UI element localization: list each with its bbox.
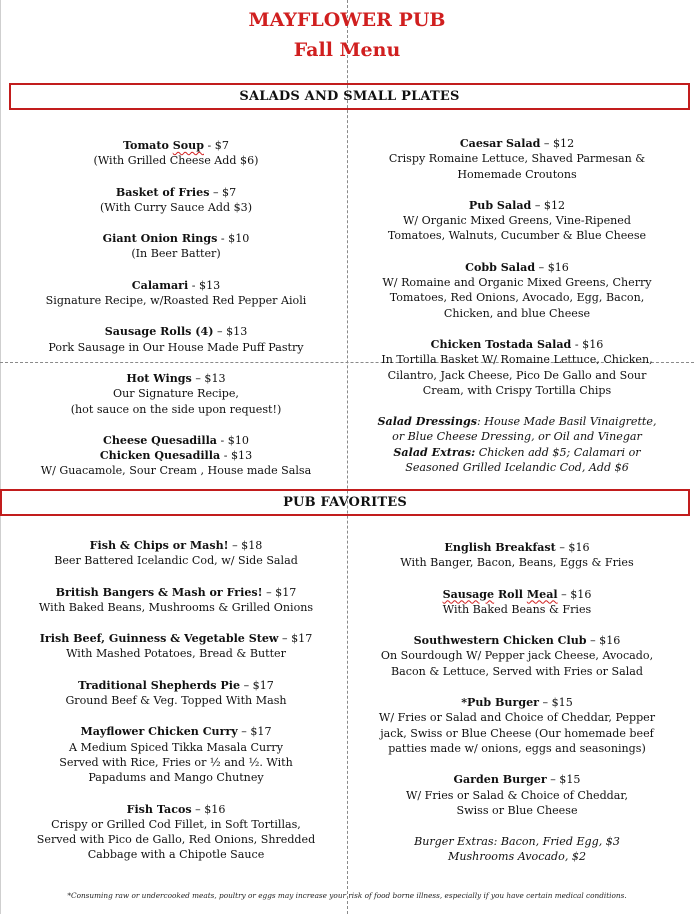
menu-item-quesadillas — [14, 433, 338, 479]
item-price: – $18 — [228, 539, 263, 552]
item-description: Cabbage with a Chipotle Sauce — [87, 848, 265, 862]
item-description: Homemade Croutons — [457, 167, 577, 181]
dressings-label: Salad Dressings — [377, 415, 478, 429]
item-name: British Bangers & Mash or Fries! — [55, 585, 263, 599]
extras-label: Salad Extras: — [393, 445, 476, 459]
item-name: English Breakfast — [444, 541, 556, 554]
item-price: – $15 — [539, 696, 573, 710]
menu-item-bangers-and-mash — [14, 585, 338, 616]
menu-item-chicken-tostada-salad — [352, 337, 682, 398]
menu-item-shepherds-pie — [14, 678, 338, 709]
item-description: Served with Rice, Fries or ½ and ½. With — [59, 755, 293, 769]
item-name: Irish Beef, Guinness & Vegetable Stew — [39, 632, 279, 646]
menu-item-pub-salad — [352, 198, 682, 244]
item-description: W/ Organic Mixed Greens, Vine-Ripened — [403, 214, 631, 228]
item-description: (hot sauce on the side upon request!) — [70, 402, 282, 416]
item-description: With Baked Beans & Fries — [442, 602, 592, 616]
menu-item-chicken-club — [352, 633, 682, 679]
item-name: Sausage — [442, 587, 495, 601]
favorites-right-column — [352, 540, 682, 865]
item-description: (With Grilled Cheese Add $6) — [93, 154, 259, 168]
item-name: Chicken Quesadilla — [99, 449, 221, 463]
salad-dressings-note — [352, 414, 682, 475]
item-description: On Sourdough W/ Pepper jack Cheese, Avocado, — [380, 649, 654, 663]
item-description: With Mashed Potatoes, Bread & Butter — [66, 647, 286, 661]
item-price: - $7 — [204, 139, 229, 152]
item-price: - $16 — [571, 337, 604, 351]
item-name: Sausage Rolls (4) — [104, 325, 214, 339]
item-description: Pork Sausage in Our House Made Puff Pastry — [48, 340, 304, 354]
item-description: (With Curry Sauce Add $3) — [99, 200, 253, 214]
item-description: With Banger, Bacon, Beans, Eggs & Fries — [400, 556, 634, 570]
item-price: – $17 — [262, 585, 297, 599]
item-name: Calamari — [131, 278, 189, 292]
item-name: Garden Burger — [453, 773, 547, 787]
item-description: With Baked Beans, Mushrooms & Grilled Onions — [38, 600, 314, 614]
item-description: Crispy Romaine Lettuce, Shaved Parmesan & — [388, 152, 646, 166]
item-price: – $17 — [237, 725, 272, 739]
item-price: – $13 — [213, 325, 248, 339]
item-price: – $16 — [191, 802, 226, 816]
menu-item-chicken-curry — [14, 724, 338, 785]
burger-extras-text: Burger Extras: Bacon, Fried Egg, $3 — [414, 835, 620, 849]
item-price: - $13 — [220, 449, 253, 463]
item-price: – $17 — [240, 678, 274, 692]
menu-item-fish-and-chips — [14, 538, 338, 569]
item-name: Tomato — [123, 139, 173, 152]
vertical-guide-line — [347, 0, 348, 914]
menu-item-garden-burger — [352, 772, 682, 818]
item-description: In Tortilla Basket W/ Romaine Lettuce, Chicken, — [381, 353, 653, 367]
item-description: Tomatoes, Walnuts, Cucumber & Blue Cheese — [387, 229, 647, 243]
page-edge — [0, 0, 1, 914]
item-description: patties made w/ onions, eggs and seasonings) — [388, 741, 646, 755]
item-description: A Medium Spiced Tikka Masala Curry — [69, 740, 283, 754]
food-safety-disclaimer: *Consuming raw or undercooked meats, poultry or eggs may increase your risk of food borne illness, especially if you have certain medical conditions. — [67, 891, 627, 900]
item-description: Papadums and Mango Chutney — [88, 771, 264, 785]
item-description: W/ Fries or Salad and Choice of Cheddar, Pepper — [378, 711, 656, 725]
item-price: – $12 — [531, 198, 566, 212]
item-price: - $10 — [217, 433, 249, 447]
burger-extras-note — [352, 834, 682, 865]
item-name: Soup — [172, 139, 204, 152]
item-price: – $7 — [209, 185, 237, 199]
item-price: – $12 — [540, 137, 575, 150]
item-description: (In Beer Batter) — [131, 247, 221, 261]
menu-item-caesar-salad — [352, 136, 682, 182]
item-price: - $10 — [217, 232, 250, 246]
item-name: Basket of Fries — [115, 185, 210, 199]
item-price: – $16 — [557, 587, 592, 601]
burger-extras-text: Mushrooms Avocado, $2 — [447, 850, 587, 864]
item-name: Giant Onion Rings — [102, 232, 218, 246]
dressings-text: or Blue Cheese Dressing, or Oil and Vinegar — [392, 430, 642, 444]
item-price: – $15 — [546, 773, 581, 787]
item-name: Meal — [526, 587, 558, 601]
item-price: – $16 — [555, 541, 590, 554]
extras-text: Chicken add $5; Calamari or — [475, 445, 641, 459]
item-description: W/ Romaine and Organic Mixed Greens, Cherry — [382, 276, 652, 290]
menu-item-sausage-roll-meal — [352, 587, 682, 618]
item-description: Tomatoes, Red Onions, Avocado, Egg, Bacon, — [389, 291, 645, 305]
item-name: Pub Salad — [468, 198, 532, 212]
item-description: Our Signature Recipe, — [113, 387, 239, 401]
extras-text: Seasoned Grilled Icelandic Cod, Add $6 — [405, 461, 629, 475]
menu-subtitle: Fall Menu — [293, 39, 401, 61]
salads-right-column — [352, 136, 682, 475]
item-description: W/ Fries or Salad & Choice of Cheddar, — [405, 788, 628, 802]
item-description: Crispy or Grilled Cod Fillet, in Soft Tortillas, — [51, 817, 301, 831]
item-description: W/ Guacamole, Sour Cream , House made Salsa — [40, 464, 312, 478]
menu-item-fries — [14, 185, 338, 216]
item-name: Cheese Quesadilla — [103, 433, 217, 447]
item-price: – $17 — [278, 632, 313, 646]
item-name: Traditional Shepherds Pie — [78, 678, 241, 692]
item-description: Cilantro, Jack Cheese, Pico De Gallo and Sour — [387, 368, 647, 382]
item-name: *Pub Burger — [461, 696, 539, 710]
favorites-left-column — [14, 538, 338, 863]
item-name: Chicken Tostada Salad — [430, 337, 572, 351]
item-name: Southwestern Chicken Club — [413, 634, 587, 648]
item-name: Fish Tacos — [126, 802, 192, 816]
menu-item-english-breakfast — [352, 540, 682, 571]
item-description: Bacon & Lettuce, Served with Fries or Salad — [391, 664, 643, 678]
dressings-text: : House Made Basil Vinaigrette, — [477, 415, 657, 429]
menu-item-hot-wings — [14, 371, 338, 417]
menu-item-calamari — [14, 278, 338, 309]
item-name: Caesar Salad — [459, 137, 541, 150]
menu-item-pub-burger — [352, 695, 682, 756]
item-description: Signature Recipe, w/Roasted Red Pepper Aioli — [45, 294, 307, 308]
item-description: Served with Pico de Gallo, Red Onions, Shredded — [36, 833, 316, 847]
salads-left-column — [14, 138, 338, 479]
pub-name-title: MAYFLOWER PUB — [248, 9, 446, 31]
item-description: jack, Swiss or Blue Cheese (Our homemade beef — [380, 726, 654, 740]
section-header-pub-favorites: PUB FAVORITES — [0, 489, 690, 516]
menu-item-onion-rings — [14, 231, 338, 262]
item-name: Hot Wings — [126, 371, 192, 385]
item-name: Cobb Salad — [465, 260, 536, 274]
menu-item-cobb-salad — [352, 260, 682, 321]
item-price: – $13 — [191, 371, 226, 385]
item-description: Chicken, and blue Cheese — [443, 306, 591, 320]
item-name: Fish & Chips or Mash! — [89, 539, 229, 552]
item-name: Roll — [494, 587, 527, 601]
item-price: – $16 — [586, 634, 621, 648]
item-description: Ground Beef & Veg. Topped With Mash — [65, 694, 287, 708]
menu-item-irish-stew — [14, 631, 338, 662]
item-description: Cream, with Crispy Tortilla Chips — [422, 383, 612, 397]
item-price: – $16 — [535, 260, 569, 274]
item-description: Swiss or Blue Cheese — [456, 803, 578, 817]
item-price: - $13 — [188, 278, 221, 292]
menu-item-fish-tacos — [14, 802, 338, 863]
section-header-salads: SALADS AND SMALL PLATES — [9, 83, 690, 110]
item-name: Mayflower Chicken Curry — [80, 725, 238, 739]
menu-item-sausage-rolls — [14, 324, 338, 355]
menu-item-tomato-soup — [14, 138, 338, 169]
item-description: Beer Battered Icelandic Cod, w/ Side Salad — [54, 554, 298, 568]
